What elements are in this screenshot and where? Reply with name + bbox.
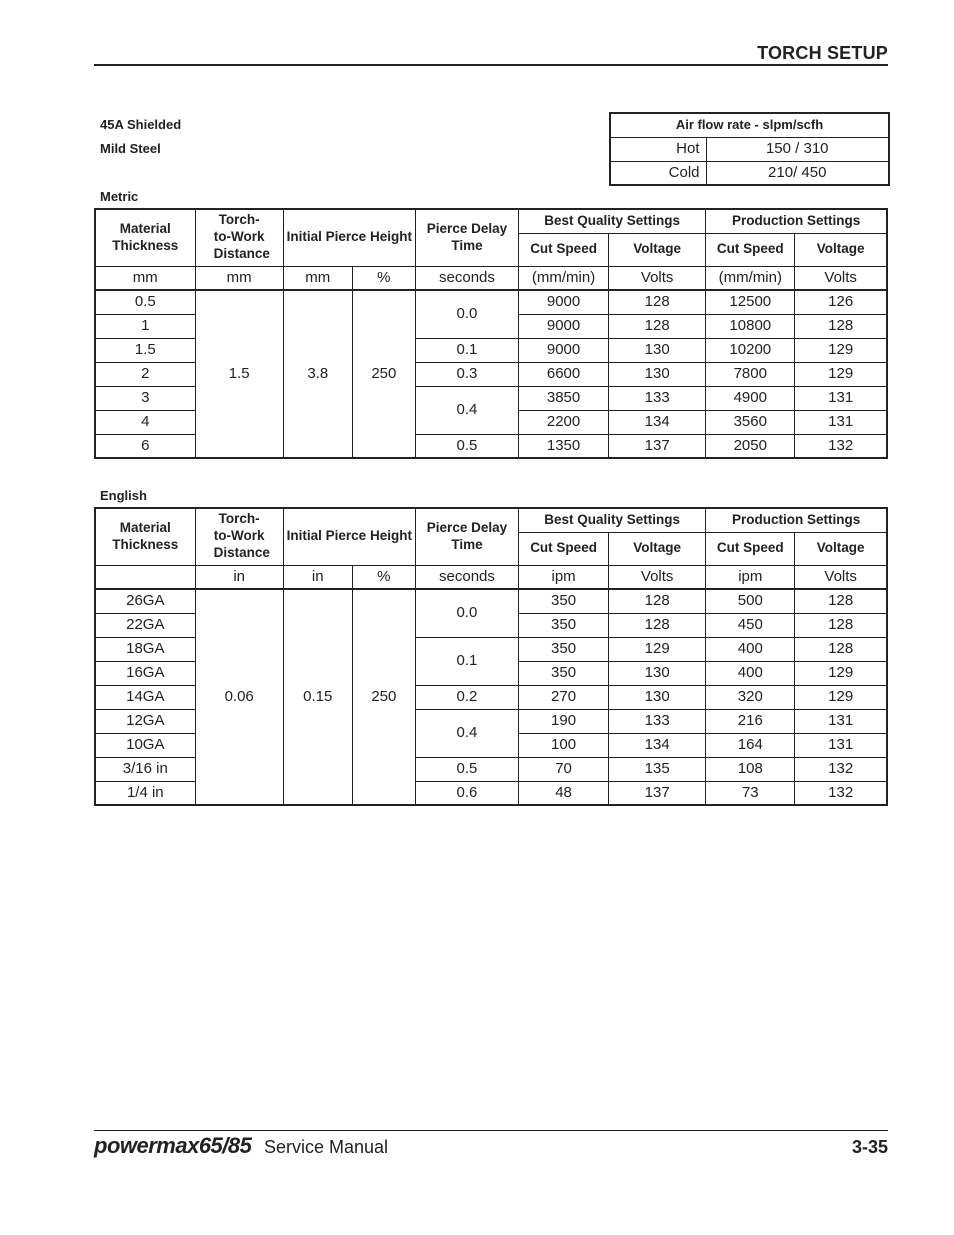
airflow-title: Air flow rate - slpm/scfh (610, 113, 889, 137)
unit-cell: in (195, 565, 283, 589)
best-quality-voltage-cell: 128 (609, 613, 706, 637)
pierce-delay-header: Pierce Delay Time (415, 209, 518, 266)
pierce-delay-cell: 0.5 (415, 434, 518, 458)
production-header: Production Settings (706, 209, 887, 233)
material-label: Mild Steel (100, 141, 161, 156)
best-quality-cut-speed-cell: 350 (519, 589, 609, 613)
header-rule (94, 64, 888, 66)
airflow-cold-value: 210/ 450 (706, 161, 889, 185)
production-cut-speed-cell: 400 (706, 661, 795, 685)
production-cut-speed-cell: 10800 (706, 314, 795, 338)
best-quality-header: Best Quality Settings (519, 209, 706, 233)
production-voltage-cell: 132 (795, 434, 887, 458)
material-thickness-cell: 6 (95, 434, 195, 458)
production-voltage-cell: 129 (795, 661, 887, 685)
best-quality-cut-speed-cell: 6600 (519, 362, 609, 386)
production-voltage-cell: 128 (795, 589, 887, 613)
best-quality-header: Best Quality Settings (519, 508, 706, 532)
production-header: Production Settings (706, 508, 887, 532)
production-cut-speed-cell: 12500 (706, 290, 795, 314)
best-quality-cut-speed-cell: 350 (519, 661, 609, 685)
best-quality-cut-speed-cell: 70 (519, 757, 609, 781)
pierce-delay-header: Pierce Delay Time (415, 508, 518, 565)
material-thickness-cell: 16GA (95, 661, 195, 685)
pierce-height-cell: 3.8 (283, 290, 352, 458)
best-quality-voltage-cell: 134 (609, 410, 706, 434)
material-thickness-cell: 0.5 (95, 290, 195, 314)
section-title: TORCH SETUP (757, 43, 888, 63)
production-cut-speed-header: Cut Speed (706, 532, 795, 565)
unit-cell: Volts (609, 565, 706, 589)
english-label: English (100, 488, 147, 503)
production-voltage-cell: 128 (795, 637, 887, 661)
unit-cell: Volts (609, 266, 706, 290)
best-quality-cut-speed-cell: 350 (519, 613, 609, 637)
production-cut-speed-cell: 500 (706, 589, 795, 613)
airflow-table (609, 112, 890, 186)
unit-cell (95, 565, 195, 589)
material-thickness-cell: 18GA (95, 637, 195, 661)
unit-cell: Volts (795, 565, 887, 589)
best-quality-cut-speed-cell: 190 (519, 709, 609, 733)
material-thickness-cell: 3/16 in (95, 757, 195, 781)
airflow-cold-label: Cold (610, 161, 706, 185)
unit-cell: % (352, 266, 415, 290)
best-quality-voltage-cell: 134 (609, 733, 706, 757)
production-voltage-cell: 129 (795, 685, 887, 709)
unit-cell: (mm/min) (519, 266, 609, 290)
production-cut-speed-cell: 400 (706, 637, 795, 661)
material-thickness-cell: 2 (95, 362, 195, 386)
table-row (95, 589, 887, 613)
torch-to-work-cell: 0.06 (195, 589, 283, 805)
airflow-hot-label: Hot (610, 137, 706, 161)
production-cut-speed-cell: 73 (706, 781, 795, 805)
process-type-label: 45A Shielded (100, 117, 182, 132)
production-voltage-cell: 131 (795, 410, 887, 434)
best-quality-voltage-cell: 129 (609, 637, 706, 661)
production-cut-speed-cell: 216 (706, 709, 795, 733)
metric-label: Metric (100, 189, 139, 204)
pierce-percent-cell: 250 (352, 589, 415, 805)
best-quality-cut-speed-cell: 9000 (519, 338, 609, 362)
production-cut-speed-cell: 7800 (706, 362, 795, 386)
pierce-delay-cell: 0.0 (415, 589, 518, 637)
airflow-hot-value: 150 / 310 (706, 137, 889, 161)
pierce-delay-cell: 0.4 (415, 386, 518, 434)
material-thickness-cell: 1/4 in (95, 781, 195, 805)
best-quality-voltage-cell: 135 (609, 757, 706, 781)
best-quality-voltage-cell: 133 (609, 709, 706, 733)
best-quality-cut-speed-header: Cut Speed (519, 532, 609, 565)
unit-cell: mm (283, 266, 352, 290)
unit-cell: seconds (415, 565, 518, 589)
best-quality-cut-speed-cell: 3850 (519, 386, 609, 410)
production-cut-speed-cell: 320 (706, 685, 795, 709)
pierce-delay-cell: 0.3 (415, 362, 518, 386)
torch-to-work-cell: 1.5 (195, 290, 283, 458)
pierce-delay-cell: 0.1 (415, 637, 518, 685)
production-voltage-cell: 131 (795, 733, 887, 757)
material-thickness-header: Material Thickness (95, 508, 195, 565)
production-voltage-cell: 129 (795, 338, 887, 362)
manual-title: Service Manual (264, 1137, 389, 1157)
pierce-height-cell: 0.15 (283, 589, 352, 805)
page-number: 3-35 (851, 1137, 888, 1157)
production-cut-speed-cell: 450 (706, 613, 795, 637)
production-cut-speed-cell: 164 (706, 733, 795, 757)
pierce-delay-cell: 0.4 (415, 709, 518, 757)
pierce-delay-cell: 0.1 (415, 338, 518, 362)
unit-cell: seconds (415, 266, 518, 290)
unit-cell: % (352, 565, 415, 589)
initial-pierce-header: Initial Pierce Height (283, 508, 415, 565)
best-quality-voltage-cell: 130 (609, 685, 706, 709)
material-thickness-cell: 10GA (95, 733, 195, 757)
production-cut-speed-cell: 4900 (706, 386, 795, 410)
material-thickness-cell: 3 (95, 386, 195, 410)
production-cut-speed-header: Cut Speed (706, 233, 795, 266)
production-voltage-cell: 132 (795, 781, 887, 805)
brand-logo: powermax65/85 (94, 1133, 252, 1158)
english-cut-table (94, 507, 888, 806)
initial-pierce-header: Initial Pierce Height (283, 209, 415, 266)
best-quality-voltage-cell: 133 (609, 386, 706, 410)
best-quality-voltage-cell: 128 (609, 290, 706, 314)
production-voltage-cell: 126 (795, 290, 887, 314)
production-voltage-cell: 129 (795, 362, 887, 386)
material-thickness-cell: 26GA (95, 589, 195, 613)
best-quality-cut-speed-cell: 2200 (519, 410, 609, 434)
pierce-percent-cell: 250 (352, 290, 415, 458)
best-quality-cut-speed-cell: 48 (519, 781, 609, 805)
best-quality-cut-speed-header: Cut Speed (519, 233, 609, 266)
production-voltage-cell: 131 (795, 709, 887, 733)
production-voltage-cell: 128 (795, 314, 887, 338)
unit-cell: (mm/min) (706, 266, 795, 290)
best-quality-cut-speed-cell: 1350 (519, 434, 609, 458)
unit-cell: in (283, 565, 352, 589)
table-row (95, 290, 887, 314)
best-quality-voltage-cell: 130 (609, 338, 706, 362)
unit-cell: Volts (795, 266, 887, 290)
pierce-delay-cell: 0.2 (415, 685, 518, 709)
material-thickness-header: Material Thickness (95, 209, 195, 266)
best-quality-voltage-cell: 128 (609, 314, 706, 338)
unit-cell: ipm (706, 565, 795, 589)
material-thickness-cell: 14GA (95, 685, 195, 709)
unit-cell: mm (195, 266, 283, 290)
best-quality-voltage-header: Voltage (609, 532, 706, 565)
best-quality-voltage-cell: 130 (609, 661, 706, 685)
production-cut-speed-cell: 3560 (706, 410, 795, 434)
best-quality-cut-speed-cell: 9000 (519, 290, 609, 314)
best-quality-cut-speed-cell: 100 (519, 733, 609, 757)
production-voltage-cell: 132 (795, 757, 887, 781)
best-quality-cut-speed-cell: 270 (519, 685, 609, 709)
production-voltage-cell: 131 (795, 386, 887, 410)
material-thickness-cell: 22GA (95, 613, 195, 637)
material-thickness-cell: 1 (95, 314, 195, 338)
production-voltage-header: Voltage (795, 532, 887, 565)
best-quality-voltage-cell: 130 (609, 362, 706, 386)
best-quality-voltage-header: Voltage (609, 233, 706, 266)
unit-cell: ipm (519, 565, 609, 589)
material-thickness-cell: 1.5 (95, 338, 195, 362)
pierce-delay-cell: 0.0 (415, 290, 518, 338)
footer-rule (94, 1130, 888, 1131)
unit-cell: mm (95, 266, 195, 290)
production-voltage-cell: 128 (795, 613, 887, 637)
torch-to-work-header: Torch-to-Work Distance (195, 209, 283, 266)
material-thickness-cell: 4 (95, 410, 195, 434)
production-voltage-header: Voltage (795, 233, 887, 266)
pierce-delay-cell: 0.5 (415, 757, 518, 781)
torch-to-work-header: Torch-to-Work Distance (195, 508, 283, 565)
best-quality-voltage-cell: 128 (609, 589, 706, 613)
production-cut-speed-cell: 108 (706, 757, 795, 781)
metric-cut-table (94, 208, 888, 459)
production-cut-speed-cell: 2050 (706, 434, 795, 458)
best-quality-voltage-cell: 137 (609, 781, 706, 805)
best-quality-cut-speed-cell: 9000 (519, 314, 609, 338)
best-quality-cut-speed-cell: 350 (519, 637, 609, 661)
production-cut-speed-cell: 10200 (706, 338, 795, 362)
best-quality-voltage-cell: 137 (609, 434, 706, 458)
material-thickness-cell: 12GA (95, 709, 195, 733)
pierce-delay-cell: 0.6 (415, 781, 518, 805)
